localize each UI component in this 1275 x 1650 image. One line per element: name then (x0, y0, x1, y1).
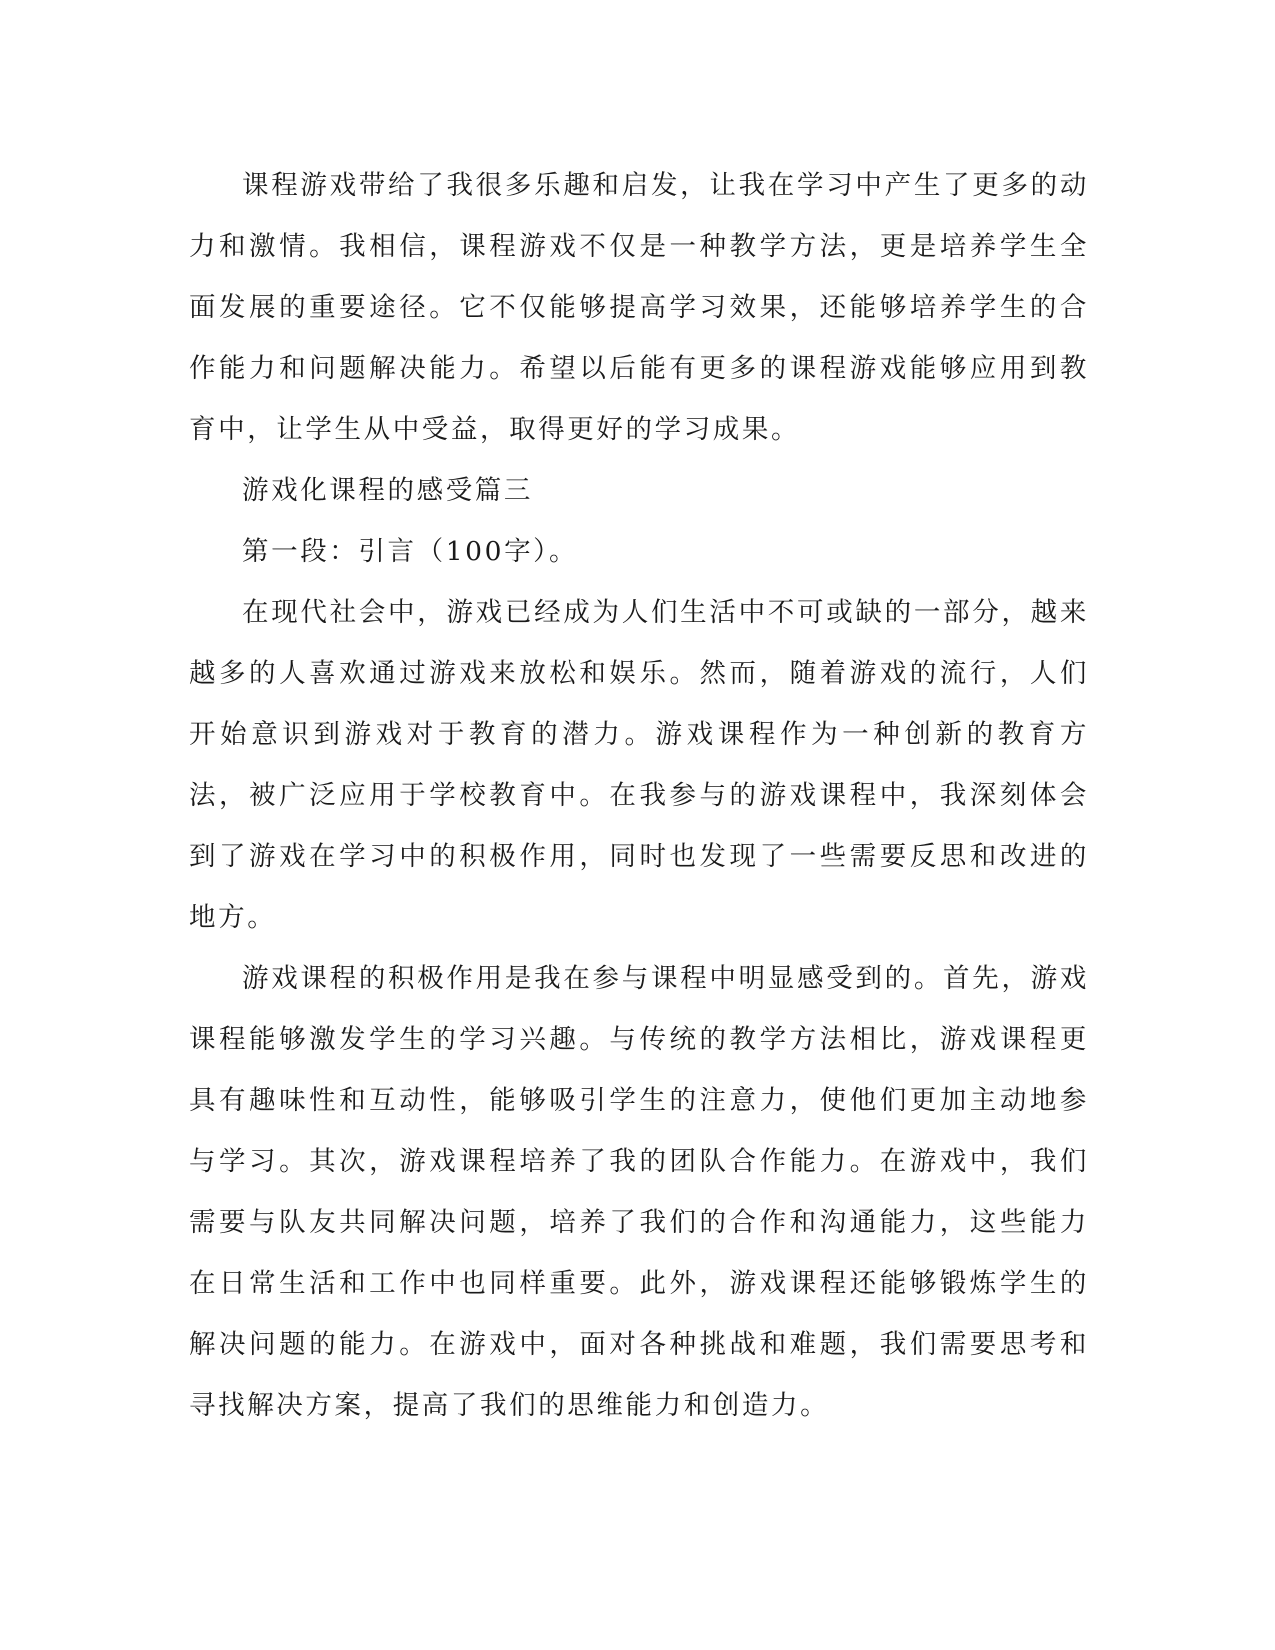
paragraph-positive-effects: 游戏课程的积极作用是我在参与课程中明显感受到的。首先，游戏课程能够激发学生的学习兴趣。与传统的教学方法相比，游戏课程更具有趣味性和互动性，能够吸引学生的注意力，使他们更加主动地参与学习。其次，游戏课程培养了我的团队合作能力。在游戏中，我们需要与队友共同解决问题，培养了我们的合作和沟通能力，这些能力在日常生活和工作中也同样重要。此外，游戏课程还能够锻炼学生的解决问题的能力。在游戏中，面对各种挑战和难题，我们需要思考和寻找解决方案，提高了我们的思维能力和创造力。 (189, 963, 1089, 1421)
paragraph-conclusion: 课程游戏带给了我很多乐趣和启发，让我在学习中产生了更多的动力和激情。我相信，课程游戏不仅是一种教学方法，更是培养学生全面发展的重要途径。它不仅能够提高学习效果，还能够培养学生的合作能力和问题解决能力。希望以后能有更多的课程游戏能够应用到教育中，让学生从中受益，取得更好的学习成果。 (189, 170, 1089, 445)
section-subheading: 第一段：引言（100字）。 (242, 536, 579, 567)
section-title: 游戏化课程的感受篇三 (242, 475, 533, 506)
document-body (189, 155, 1089, 1436)
paragraph-introduction: 在现代社会中，游戏已经成为人们生活中不可或缺的一部分，越来越多的人喜欢通过游戏来放松和娱乐。然而，随着游戏的流行，人们开始意识到游戏对于教育的潜力。游戏课程作为一种创新的教育方法，被广泛应用于学校教育中。在我参与的游戏课程中，我深刻体会到了游戏在学习中的积极作用，同时也发现了一些需要反思和改进的地方。 (189, 597, 1089, 933)
